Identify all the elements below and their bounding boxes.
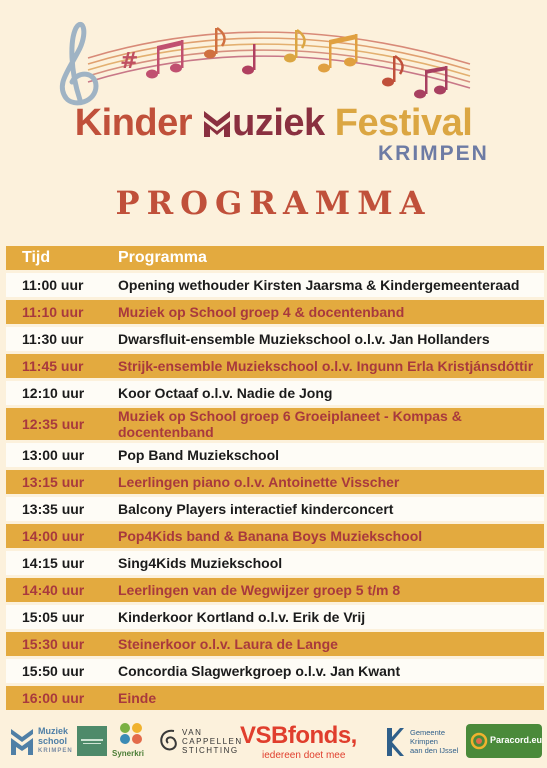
table-row <box>6 659 544 683</box>
festival-header <box>0 0 547 240</box>
row-time: 13:00 uur <box>6 443 118 467</box>
row-program: Steinerkoor o.l.v. Laura de Lange <box>118 632 544 656</box>
table-row <box>6 686 544 710</box>
table-row <box>6 632 544 656</box>
row-program: Leerlingen van de Wegwijzer groep 5 t/m 8 <box>118 578 544 602</box>
cappellen-line2: CAPPELLEN <box>182 737 243 746</box>
festival-title <box>0 100 547 146</box>
row-program: Opening wethouder Kirsten Jaarsma & Kindergemeenteraad <box>118 273 544 297</box>
van-cappellen-logo <box>156 724 243 760</box>
table-row <box>6 497 544 521</box>
muziek-m-logo-icon <box>202 107 232 137</box>
synerkri-logo <box>112 722 152 762</box>
row-program: Sing4Kids Muziekschool <box>118 551 544 575</box>
row-program: Concordia Slagwerkgroep o.l.v. Jan Kwant <box>118 659 544 683</box>
table-row <box>6 605 544 629</box>
muziekschool-line1: Muziek <box>38 726 69 736</box>
cappellen-line3: STICHTING <box>182 746 239 755</box>
row-program: Pop4Kids band & Banana Boys Muziekschool <box>118 524 544 548</box>
row-time: 12:10 uur <box>6 381 118 405</box>
sponsor-logos <box>0 716 547 768</box>
gemeente-line3: aan den IJssel <box>410 746 459 755</box>
row-program: Koor Octaaf o.l.v. Nadie de Jong <box>118 381 544 405</box>
title-festival: Festival <box>334 102 473 144</box>
table-row <box>6 524 544 548</box>
cappellen-swirl-icon <box>156 727 182 757</box>
paracord-label: Paracord.eu <box>490 735 543 745</box>
location-label: KRIMPEN <box>378 142 489 165</box>
muziekschool-logo <box>10 724 74 760</box>
row-time: 11:30 uur <box>6 327 118 351</box>
table-row <box>6 470 544 494</box>
title-muziek: uziek <box>232 102 325 144</box>
table-row <box>6 551 544 575</box>
table-row <box>6 578 544 602</box>
muziekschool-line3: KRIMPEN <box>38 748 73 754</box>
row-time: 14:40 uur <box>6 578 118 602</box>
muziekschool-m-icon <box>10 727 34 757</box>
table-row <box>6 381 544 405</box>
page-title: PROGRAMMA <box>115 184 432 222</box>
cappellen-line1: VAN <box>182 728 203 737</box>
row-time: 15:50 uur <box>6 659 118 683</box>
row-time: 12:35 uur <box>6 408 118 440</box>
table-row <box>6 327 544 351</box>
row-time: 11:45 uur <box>6 354 118 378</box>
column-header-time: Tijd <box>6 246 118 270</box>
row-program: Pop Band Muziekschool <box>118 443 544 467</box>
synerkri-dots-icon <box>117 722 147 746</box>
table-row <box>6 354 544 378</box>
vsbfonds-logo <box>240 722 380 762</box>
row-program: Einde <box>118 686 544 710</box>
table-header-row <box>6 246 544 270</box>
vsbfonds-name: VSBfonds, <box>240 722 357 749</box>
row-program: Strijk-ensemble Muziekschool o.l.v. Ingunn Erla Kristjánsdóttir <box>118 354 544 378</box>
row-program: Balcony Players interactief kinderconcert <box>118 497 544 521</box>
gemeente-k-icon <box>386 727 406 757</box>
gemeente-krimpen-logo <box>386 724 462 760</box>
table-row <box>6 273 544 297</box>
row-time: 13:35 uur <box>6 497 118 521</box>
row-program: Dwarsfluit-ensemble Muziekschool o.l.v. Jan Hollanders <box>118 327 544 351</box>
title-kinder: Kinder <box>74 102 193 144</box>
music-notes-icon <box>146 28 448 99</box>
paracord-logo <box>466 724 542 758</box>
program-table <box>6 243 544 713</box>
gemeente-line2: Krimpen <box>410 737 438 746</box>
svg-text:#: # <box>120 49 139 74</box>
green-sponsor-logo <box>77 726 107 756</box>
gemeente-line1: Gemeente <box>410 728 446 737</box>
table-row <box>6 443 544 467</box>
row-time: 15:05 uur <box>6 605 118 629</box>
row-time: 11:00 uur <box>6 273 118 297</box>
paracord-knot-icon <box>470 732 488 750</box>
synerkri-label: Synerkri <box>112 749 145 758</box>
row-program: Muziek op School groep 6 Groeiplaneet - Kompas & docentenband <box>118 408 544 440</box>
row-program: Muziek op School groep 4 & docentenband <box>118 300 544 324</box>
row-time: 16:00 uur <box>6 686 118 710</box>
row-program: Leerlingen piano o.l.v. Antoinette Visscher <box>118 470 544 494</box>
row-program: Kinderkoor Kortland o.l.v. Erik de Vrij <box>118 605 544 629</box>
vsbfonds-tagline: iedereen doet mee <box>262 750 346 761</box>
row-time: 15:30 uur <box>6 632 118 656</box>
row-time: 14:15 uur <box>6 551 118 575</box>
table-row <box>6 408 544 440</box>
table-row <box>6 300 544 324</box>
row-time: 11:10 uur <box>6 300 118 324</box>
column-header-program: Programma <box>118 246 544 270</box>
muziekschool-line2: school <box>38 736 68 746</box>
row-time: 14:00 uur <box>6 524 118 548</box>
row-time: 13:15 uur <box>6 470 118 494</box>
